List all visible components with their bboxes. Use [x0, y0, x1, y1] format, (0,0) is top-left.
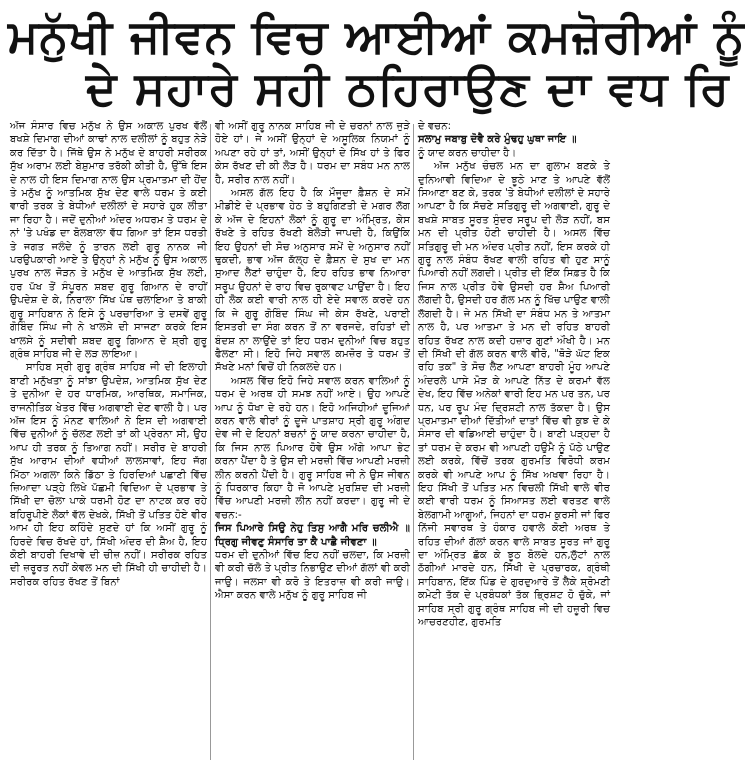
- paragraph: ਧਰਮ ਦੀ ਦੁਨੀਆਂ ਵਿੱਚ ਇਹ ਨਹੀਂ ਚਲਦਾ, ਕਿ ਮਰਜ਼ੀ ਵੀ ਕਰੀ ਚੱਲੋ ਤੇ ਪ੍ਰੀਤ ਨਿਭਾਉਣ ਦੀਆਂ ਗੱਲਾਂ ਵੀ ਕਰੀ ਜਾਉ। ਜਲਸਾ ਵੀ ਕਰੋ ਤੇ ਇਤਰਾਜ਼ ਵੀ ਕਰੀ ਜਾਉ। ਐਸਾ ਕਰਨ ਵਾਲੇ ਮਨੁੱਖ ਨੂੰ ਗੁਰੂ ਸਾਹਿਬ ਜੀ: [215, 550, 410, 602]
- headline-banner: [0, 0, 745, 120]
- article-column-2: [215, 120, 410, 764]
- article-body: [0, 120, 619, 764]
- paragraph: ਸਾਹਿਬ ਸ੍ਰੀ ਗੁਰੂ ਗ੍ਰੰਥ ਸਾਹਿਬ ਜੀ ਦੀ ਇਲਾਹੀ ਬਾਣੀ ਮਨੁੱਖਤਾ ਨੂੰ ਸਾਂਝਾ ਉਪਦੇਸ਼, ਆਤਮਿਕ ਸੁੱਖ ਦੇਣ ਤੇ ਦੁਨੀਆ ਦੇ ਹਰ ਧਾਰਮਿਕ, ਆਰਥਿਕ, ਸਮਾਜਿਕ, ਰਾਜਨੀਤਿਕ ਖੇਤਰ ਵਿੱਚ ਅਗਵਾਈ ਦੇਣ ਵਾਲੀ ਹੈ। ਪਰ ਅੱਜ ਇਸ ਨੂੰ ਮੰਨਣ ਵਾਲਿਆਂ ਨੇ ਇਸ ਦੀ ਅਗਵਾਈ ਵਿੱਚ ਦੁਨੀਆਂ ਨੂੰ ਚੱਲਣ ਲਈ ਤਾਂ ਕੀ ਪ੍ਰੇਰਨਾ ਸੀ, ਉਹ ਆਪ ਹੀ ਤਰਕ ਨੂੰ ਤਿਆਗ ਨਹੀਂ। ਸਰੀਰ ਦੇ ਬਾਹਰੀ ਸੁੱਖ ਆਰਾਮ ਦੀਆਂ ਵਧੀਆਂ ਲਾਲਸਾਵਾਂ, ਇਹ ਜੱਗ ਮਿੱਠਾ ਅਗਲਾ ਕਿਨੇ ਡਿੱਠਾ ਤੇ ਹਿਰਦਿਆਂ ਪਛਾਣੀ ਵਿੱਚ ਜ਼ਿਆਦਾ ਪੜ੍ਹੇ ਲਿਖੇ ਪੱਛਮੀ ਵਿਦਿਆ ਦੇ ਪ੍ਰਭਾਵ ਤੇ ਸਿੱਖੀ ਦਾ ਚੋਲਾ ਪਾਕੇ ਧਰਮੀ ਹੋਣ ਦਾ ਨਾਟਕ ਕਰ ਰਹੇ ਬਹਿਰੂਪੀਏ ਲੋਕਾਂ ਵੱਲ ਦੇਖਕੇ, ਸਿੱਖੀ ਤੋਂ ਪਤਿਤ ਹੋਏ ਵੀਰ ਆਮ ਹੀ ਇਹ ਕਹਿੰਦੇ ਸੁਣਦੇ ਹਾਂ ਕਿ ਅਸੀਂ ਗੁਰੂ ਨੂੰ ਹਿਰਦੇ ਵਿਚ ਰੱਖਦੇ ਹਾਂ, ਸਿੱਖੀ ਅੰਦਰ ਦੀ ਸ਼ੈਅ ਹੈ, ਇਹ ਕੋਈ ਬਾਹਰੀ ਦਿਖਾਵੇ ਦੀ ਚੀਜ਼ ਨਹੀਂ। ਸਰੀਰਕ ਰਹਿਤ ਦੀ ਜ਼ਰੂਰਤ ਨਹੀਂ ਕੇਵਲ ਮਨ ਦੀ ਸਿੱਖੀ ਹੀ ਚਾਹੀਦੀ ਹੈ। ਸਰੀਰਕ ਰਹਿਤ ਰੱਖਣ ਤੋਂ ਬਿਨਾਂ: [10, 362, 207, 588]
- headline-line-1: ਮਨੁੱਖੀ ਜੀਵਨ ਵਿਚ ਆਈਆਂ ਕਮਜ਼ੋਰੀਆਂ ਨੂੰ: [8, 9, 745, 63]
- paragraph: ਅੱਜ ਮਨੁੱਖ ਚੰਚਲ ਮਨ ਦਾ ਗੁਲਾਮ ਬਣਕੇ ਤੇ ਦੁਨਿਆਵੀ ਵਿਦਿਆ ਦੇ ਝੂਠੇ ਮਾਣ ਤੇ ਆਪਣੇ ਵੱਲੋਂ ਸਿਆਣਾ ਬਣ ਕੇ, ਤਰਕ 'ਤੇ ਬੇਧੀਆਂ ਦਲੀਲਾਂ ਦੇ ਸਹਾਰੇ ਆਪਣਾ ਹੈ ਕਿ ਸੱਚਣੇ ਸਤਿਗੁਰੂ ਦੀ ਅਗਵਾਈ, ਗੁਰੂ ਦੇ ਬਖਸ਼ੇ ਸਾਬਤ ਸੂਰਤ ਸੁੰਦਰ ਸਰੂਪ ਦੀ ਲੋੜ ਨਹੀਂ, ਬਸ ਮਨ ਦੀ ਪ੍ਰੀਤ ਹੋਣੀ ਚਾਹੀਦੀ ਹੈ। ਅਸਲ ਵਿੱਚ ਸਤਿਗੁਰੂ ਦੀ ਮਨ ਅੰਦਰ ਪ੍ਰੀਤ ਨਹੀਂ, ਇਸ ਕਰਕੇ ਹੀ ਗੁਰੂ ਨਾਲ ਸੰਬੰਧ ਰੱਖਣ ਵਾਲੀ ਰਹਿਤ ਵੀ ਹੁਣ ਸਾਨੂੰ ਪਿਆਰੀ ਨਹੀਂ ਲਗਦੀ। ਪ੍ਰੀਤ ਦੀ ਇੱਕ ਸਿਫ਼ਤ ਹੈ ਕਿ ਜਿਸ ਨਾਲ ਪ੍ਰੀਤ ਹੋਵੇ ਉਸਦੀ ਹਰ ਸ਼ੈਅ ਪਿਆਰੀ ਲੱਗਦੀ ਹੈ, ਉਸਦੀ ਹਰ ਗੱਲ ਮਨ ਨੂੰ ਖਿੱਚ ਪਾਉਣ ਵਾਲੀ ਲੱਗਦੀ ਹੈ। ਜੇ ਮਨ ਸਿੱਖੀ ਦਾ ਸੰਬੰਧ ਮਨ ਤੇ ਆਤਮਾ ਨਾਲ ਹੈ, ਪਰ ਆਤਮਾ ਤੇ ਮਨ ਦੀ ਰਹਿਤ ਬਾਹਰੀ ਰਹਿਤ ਰੱਖਣ ਨਾਲ ਕਦੀ ਹਜ਼ਾਰ ਗੁਣਾਂ ਔਖੀ ਹੈ। ਮਨ ਦੀ ਸਿੱਖੀ ਦੀ ਗੱਲ ਕਰਨ ਵਾਲੇ ਵੀਰੋ, "ਥੋੜੇ ਘੱਟ ਇਕ ਰਹਿ ਤਕ" ਤੇ ਸੋਚ ਲੈਣ ਆਪਣਾ ਬਾਹਰੀ ਮੂੰਹ ਆਪਣੇ ਅੰਦਰਲੇ ਪਾਸੇ ਮੋੜ ਕੇ ਆਪਣੇ ਨਿੱਤ ਦੇ ਕਰਮਾਂ ਵੱਲ ਦੇਖ, ਇਹ ਵਿੱਚ ਅਨੇਕਾਂ ਵਾਰੀ ਇਹ ਮਨ ਪਰ ਤਨ, ਪਰ ਧਨ, ਪਰ ਰੂਪ ਮੰਦ ਦ੍ਰਿਸ਼ਟੀ ਨਾਲ ਤੱਕਦਾ ਹੈ। ਉਸ ਪ੍ਰਮਾਤਮਾ ਦੀਆਂ ਦਿੱਤੀਆਂ ਦਾਤਾਂ ਵਿੱਚ ਵੀ ਕੁਝ ਦੇ ਕੇ ਸੰਸਾਰ ਦੀ ਵਡਿਆਈ ਚਾਹੁੰਦਾ ਹੈ। ਬਾਣੀ ਪੜ੍ਹਦਾ ਹੈ ਤਾਂ ਧਰਮ ਦੇ ਕਰਮ ਵੀ ਆਪਣੀ ਹਉਮੈ ਨੂੰ ਪੱਠੇ ਪਾਉਣ ਲਈ ਕਰਕੇ, ਵਿੱਚੋਂ ਤਰਕ ਗੁਰਮਤਿ ਵਿਰੋਧੀ ਕਰਮ ਕਰਕੇ ਵੀ ਆਪਣੇ ਆਪ ਨੂੰ ਸਿੱਖ ਅਖਵਾ ਰਿਹਾ ਹੈ। ਇਹ ਸਿੱਖੀ ਤੋਂ ਪਤਿਤ ਮਨ ਵਿਚਲੀ ਸਿੱਖੀ ਵਾਲੇ ਵੀਰ ਕਈ ਵਾਰੀ ਧਰਮ ਨੂੰ ਸਿਆਸਤ ਲਈ ਵਰਤਣ ਵਾਲੇ ਬੇਲਗਾਮੀ ਆਗੂਆਂ, ਜਿਹਨਾਂ ਦਾ ਧਰਮ ਕੁਰਸੀ ਜਾਂ ਫਿਰ ਨਿੱਜੀ ਸਵਾਰਥ ਤੇ ਹੰਕਾਰ ਹਵਾਲੇ ਕੋਈ ਅਰਥ ਤੇ ਰਹਿਤ ਦੀਆਂ ਗੱਲਾਂ ਕਰਨ ਵਾਲੇ ਸਾਬਤ ਸੂਰਤ ਜਾਂ ਗੁਰੂ ਦਾ ਅੰਮ੍ਰਿਤ ਛੱਕ ਕੇ ਝੂਠ ਬੋਲਦੇ ਹਨ,ਲੁੱਟਾਂ ਨਾਲ ਠੱਗੀਆਂ ਮਾਰਦੇ ਹਨ, ਸਿੱਖੀ ਦੇ ਪ੍ਰਚਾਰਕ, ਗ੍ਰੰਥੀ ਸਾਹਿਬਾਨ, ਇੱਕ ਪਿੰਡ ਦੇ ਗੁਰਦੁਆਰੇ ਤੋਂ ਲੈਕੇ ਸ਼੍ਰੋਮਣੀ ਕਮੇਟੀ ਤੱਕ ਦੇ ਪ੍ਰਬੰਧਕਾਂ ਤੱਕ ਭ੍ਰਿਸ਼ਟ ਹੋ ਚੁੱਕੇ, ਜਾਂ ਸਾਹਿਬ ਸ੍ਰੀ ਗੁਰੂ ਗ੍ਰੰਥ ਸਾਹਿਬ ਜੀ ਦੀ ਹਜ਼ੂਰੀ ਵਿਚ ਆਚਰਣਹੀਣ, ਗੁਰਮਤਿ: [418, 161, 610, 629]
- column-divider: [413, 124, 414, 760]
- headline-line-2: ਦੇ ਸਹਾਰੇ ਸਹੀ ਠਹਿਰਾਉਣ ਦਾ ਵਧ ਰਿ: [86, 61, 730, 115]
- paragraph: ਅੱਜ ਸੰਸਾਰ ਵਿਚ ਮਨੁੱਖ ਨੇ ਉਸ ਅਕਾਲ ਪੁਰਖ ਵੱਲੋਂ ਬਖਸ਼ੇ ਦਿਮਾਗ ਦੀਆਂ ਕਾਢਾਂ ਨਾਲ ਦਲੀਲਾਂ ਨੂੰ ਬਹੁਤ ਨੇੜੇ ਕਰ ਦਿੱਤਾ ਹੈ। ਜਿੱਥੇ ਉਸ ਨੇ ਮਨੁੱਖ ਦੇ ਬਾਹਰੀ ਸਰੀਰਕ ਸੁੱਖ ਅਰਾਮ ਲਈ ਬੇਸ਼ੁਮਾਰ ਤਰੱਕੀ ਕੀਤੀ ਹੈ, ਉੱਥੇ ਇਸ ਦੇ ਨਾਲ ਹੀ ਇਸ ਦਿਮਾਗ ਨਾਲ ਉਸ ਪ੍ਰਮਾਤਮਾ ਦੀ ਹੋਂਦ ਤੇ ਮਨੁੱਖ ਨੂੰ ਆਤਮਿਕ ਸੁੱਖ ਦੇਣ ਵਾਲੇ ਧਰਮ ਤੇ ਕਈ ਵਾਰੀ ਤਰਕ ਤੇ ਬੇਧੀਆਂ ਦਲੀਲਾਂ ਦੇ ਸਹਾਰੇ ਹੁਕ ਲੀਤਾ ਜਾ ਰਿਹਾ ਹੈ। ਜਦੋਂ ਦੁਨੀਆਂ ਅੰਦਰ ਅਧਰਮ ਤੇ ਧਰਮ ਦੇ ਨਾਂ 'ਤੇ ਪਖੰਡ ਦਾ ਬੋਲਬਾਲਾ ਵੱਧ ਗਿਆ ਤਾਂ ਇਸ ਧਰਤੀ ਤੇ ਜਗਤ ਜਲੰਦੇ ਨੂੰ ਤਾਰਨ ਲਈ ਗੁਰੂ ਨਾਨਕ ਜੀ ਪਰਉਪਕਾਰੀ ਆਏ ਤੇ ਉਨ੍ਹਾਂ ਨੇ ਮਨੁੱਖ ਨੂੰ ਉਸ ਅਕਾਲ ਪੁਰਖ ਨਾਲ ਜੋੜਨ ਤੇ ਮਨੁੱਖ ਦੇ ਆਤਮਿਕ ਸੁੱਖ ਲਈ, ਹਰ ਪੱਖ ਤੋਂ ਸੰਪੂਰਨ ਸ਼ਬਦ ਗੁਰੂ ਗਿਆਨ ਦੇ ਰਾਹੀਂ ਉਪਦੇਸ਼ ਦੇ ਕੇ, ਨਿਰਾਲਾ ਸਿੱਖ ਪੰਥ ਚਲਾਇਆ ਤੇ ਬਾਕੀ ਗੁਰੂ ਸਾਹਿਬਾਨ ਨੇ ਇਸੇ ਨੂੰ ਪਰਚਾਰਿਆ ਤੇ ਦਸਵੇਂ ਗੁਰੂ ਗੋਬਿੰਦ ਸਿੰਘ ਜੀ ਨੇ ਖਾਲਸੇ ਦੀ ਸਾਜਣਾ ਕਰਕੇ ਇਸ ਖਾਲਸੇ ਨੂੰ ਸਦੀਵੀ ਸ਼ਬਦ ਗੁਰੂ ਗਿਆਨ ਦੇ ਸ਼੍ਰੀ ਗੁਰੂ ਗ੍ਰੰਥ ਸਾਹਿਬ ਜੀ ਦੇ ਲੜ ਲਾਇਆ।: [10, 121, 207, 360]
- paragraph: ਨੂੰ ਯਾਦ ਕਰਨ ਚਾਹੀਦਾ ਹੈ।: [418, 147, 517, 159]
- scripture-quote: ਜਿਸ ਪਿਆਰੇ ਸਿਉ ਨੇਹੁ ਤਿਸੁ ਆਗੈ ਮਰਿ ਚਲੀਐ ॥ ਧ੍ਰਿਗੁ ਜੀਵਣੁ ਸੰਸਾਰਿ ਤਾ ਕੈ ਪਾਛੈ ਜੀਵਣਾ ॥: [215, 523, 410, 548]
- paragraph: ਅਸਲ ਵਿੱਚ ਇਹੋ ਜਿਹੇ ਸਵਾਲ ਕਰਨ ਵਾਲਿਆਂ ਨੂੰ ਧਰਮ ਦੇ ਅਰਥ ਹੀ ਸਮਝ ਨਹੀਂ ਆਏ। ਉਹ ਆਪਣੇ ਆਪ ਨੂੰ ਧੋਖਾ ਦੇ ਰਹੇ ਹਨ। ਇਹੋ ਅਜਿਹੀਆਂ ਦੂਜਿਆਂ ਕਰਨ ਵਾਲੇ ਵੀਰਾਂ ਨੂੰ ਦੂਜੇ ਪਾਤਸ਼ਾਹ ਸ੍ਰੀ ਗੁਰੂ ਅੰਗਦ ਦੇਵ ਜੀ ਦੇ ਇਹਨਾਂ ਬਚਨਾਂ ਨੂੰ ਯਾਦ ਕਰਨਾ ਚਾਹੀਦਾ ਹੈ, ਕਿ ਜਿਸ ਨਾਲ ਪਿਆਰ ਹੋਵੇ ਉਸ ਅੱਗੇ ਆਪਾ ਭੇਟ ਕਰਨਾ ਪੈਂਦਾ ਹੈ ਤੇ ਉਸ ਦੀ ਮਰਜ਼ੀ ਵਿੱਚ ਆਪਣੀ ਮਰਜ਼ੀ ਲੀਨ ਕਰਨੀ ਪੈਂਦੀ ਹੈ। ਗੁਰੂ ਸਾਹਿਬ ਜੀ ਨੇ ਉਸ ਜੀਵਨ ਨੂੰ ਧਿਰਕਾਰ ਕਿਹਾ ਹੈ ਜੋ ਆਪਣੇ ਮੁਰਸ਼ਿਦ ਦੀ ਮਰਜ਼ੀ ਵਿੱਚ ਆਪਣੀ ਮਰਜ਼ੀ ਲੀਨ ਨਹੀਂ ਕਰਦਾ। ਗੁਰੂ ਜੀ ਦੇ ਵਚਨ:-: [215, 375, 410, 521]
- article-column-3: [418, 120, 610, 764]
- scripture-quote: ਸਲਾਮੁ ਜਬਾਬੁ ਦੋਵੈ ਕਰੇ ਮੁੰਢਹੁ ਘੁਥਾ ਜਾਇ ॥: [418, 134, 577, 146]
- paragraph: ਅਸਲ ਗੱਲ ਇਹ ਹੈ ਕਿ ਮੌਜੂਦਾ ਫ਼ੈਸ਼ਨ ਦੇ ਸਮੇਂ ਮੀਡੀਏ ਦੇ ਪ੍ਰਭਾਵ ਹੇਠ ਤੇ ਬਹੁਗਿਣਤੀ ਦੇ ਮਗਰ ਲੱਗ ਕੇ ਅੱਜ ਦੇ ਇਹਨਾਂ ਲੋਕਾਂ ਨੂੰ ਗੁਰੂ ਦਾ ਅੰਮ੍ਰਿਤ, ਕੇਸ ਰੱਖਣੇ ਤੇ ਰਹਿਤ ਰੱਖਣੀ ਬੇਲੋੜੀ ਜਾਪਦੀ ਹੈ, ਕਿਉਂਕਿ ਇਹ ਉਹਨਾਂ ਦੀ ਸੋਚ ਅਨੁਸਾਰ ਸਮੇਂ ਦੇ ਅਨੁਸਾਰ ਨਹੀਂ ਢੁਕਦੀ, ਭਾਵ ਅੱਜ ਕੱਲ੍ਹ ਦੇ ਫ਼ੈਸ਼ਨ ਦੇ ਸੁਖ ਦਾ ਮਨ ਸੁਆਦ ਲੈਣਾਂ ਚਾਹੁੰਦਾ ਹੈ, ਇਹ ਰਹਿਤ ਭਾਵ ਨਿਆਰਾ ਸਰੂਪ ਉਹਨਾਂ ਦੇ ਰਾਹ ਵਿਚ ਰੁਕਾਵਟ ਪਾਉਂਦਾ ਹੈ। ਇਹ ਹੀ ਲੋਕ ਕਈ ਵਾਰੀ ਨਾਲ ਹੀ ਏਦੇ ਸਵਾਲ ਕਰਦੇ ਹਨ ਕਿ ਜੇ ਗੁਰੂ ਗੋਬਿੰਦ ਸਿੰਘ ਜੀ ਕੇਸ ਰੱਖਣੇ, ਪਰਾਈ ਇਸਤਰੀ ਦਾ ਸੰਗ ਕਰਨ ਤੋਂ ਨਾ ਵਰਜਦੇ, ਰਹਿਤਾਂ ਦੀ ਬੰਦਸ਼ ਨਾ ਲਾਉਂਦੇ ਤਾਂ ਇਹ ਧਰਮ ਦੁਨੀਆਂ ਵਿਚ ਬਹੁਤ ਫੈਲਣਾ ਸੀ। ਇਹੋ ਜਿਹੇ ਸਵਾਲ ਕਮਜ਼ੋਰ ਤੇ ਧਰਮ ਤੋਂ ਸੱਖਣੇ ਮਨਾਂ ਵਿਚੋਂ ਹੀ ਨਿਕਲਦੇ ਹਨ।: [215, 188, 410, 374]
- paragraph-lead: ਦੇ ਵਚਨ:: [418, 121, 452, 132]
- column-divider: [210, 124, 211, 760]
- paragraph: ਵੀ ਅਸੀਂ ਗੁਰੂ ਨਾਨਕ ਸਾਹਿਬ ਜੀ ਦੇ ਚਰਨਾਂ ਨਾਲ ਜੁੜੇ ਹੋਏ ਹਾਂ। ਜੇ ਅਸੀਂ ਉਨ੍ਹਾਂ ਦੇ ਅਸੂਲਿਕ ਨਿਯਮਾਂ ਨੂੰ ਅਪਣਾ ਰਹੇ ਹਾਂ ਤਾਂ, ਅਸੀਂ ਉਨ੍ਹਾਂ ਦੇ ਸਿੱਖ ਹਾਂ ਤੇ ਫਿਰ ਕੇਸ ਰੱਖਣ ਦੀ ਕੀ ਲੋੜ ਹੈ। ਧਰਮ ਦਾ ਸਬੰਧ ਮਨ ਨਾਲ ਹੈ, ਸਰੀਰ ਨਾਲ ਨਹੀਂ।: [215, 121, 410, 186]
- article-column-1: [10, 120, 207, 764]
